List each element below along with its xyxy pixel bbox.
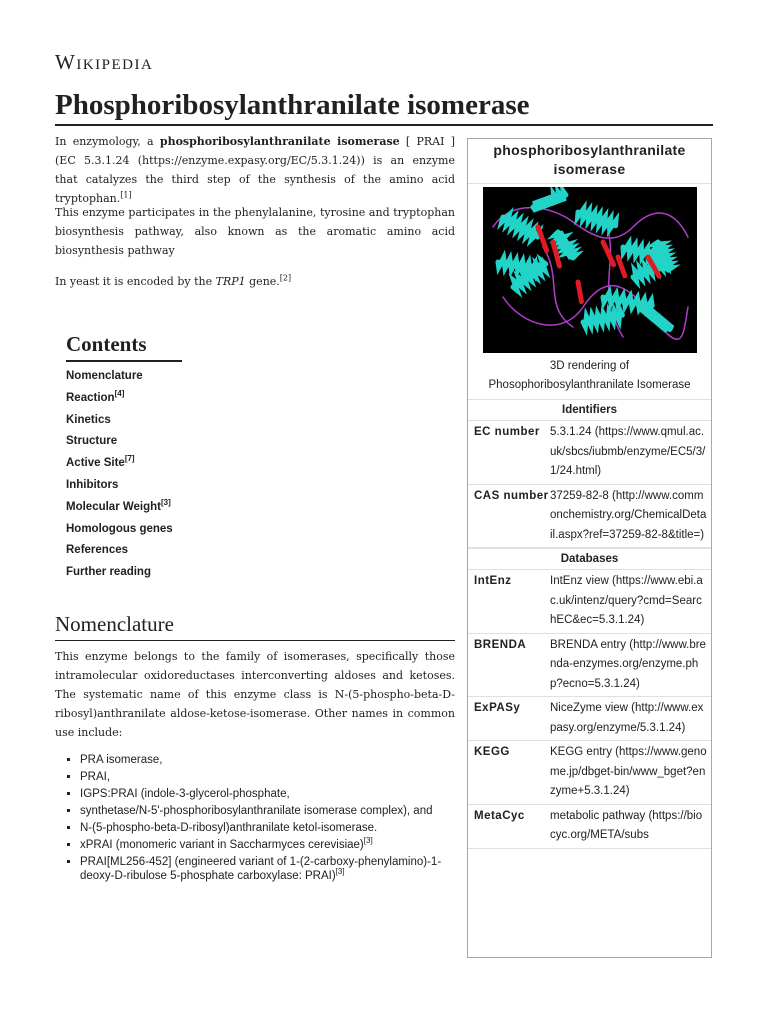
toc-item[interactable]	[66, 519, 182, 541]
toc-item[interactable]	[66, 497, 182, 519]
section-heading-nomenclature: Nomenclature	[55, 610, 455, 641]
protein-structure-image[interactable]	[483, 187, 697, 353]
wikipedia-wordmark[interactable]: Wikipedia	[55, 50, 154, 74]
intro-paragraph-1	[55, 132, 455, 208]
list-item	[80, 836, 470, 853]
reference-link[interactable]: [2]	[279, 273, 292, 283]
reference-link[interactable]: [3]	[161, 497, 171, 507]
infobox-row-value[interactable]: 5.3.1.24 (https://www.qmul.ac.uk/sbcs/iubmb/enzyme/EC5/3/1/24.html)	[550, 426, 706, 477]
infobox-title: phosphoribosylanthranilate isomerase	[468, 139, 711, 184]
infobox-row-value[interactable]: NiceZyme view (http://www.expasy.org/enzyme/5.3.1.24)	[550, 702, 704, 734]
infobox-row	[468, 485, 711, 549]
toc-item[interactable]	[66, 388, 182, 410]
list-item	[80, 856, 470, 883]
list-item-text: IGPS:PRAI (indole-3-glycerol-phosphate,	[80, 788, 290, 800]
toc-item-label[interactable]: Homologous genes	[66, 522, 173, 535]
nomenclature-text: This enzyme belongs to the family of isomerases, specifically those intramolecular oxidoreductases interconverting aldoses and ketoses. The systematic name of this enzyme class is N-(5-phospho-beta-D-ribosyl)anthranilate aldose-ketose-isomerase. Other names in common use include:	[55, 650, 455, 739]
toc-item-label[interactable]: Kinetics	[66, 413, 111, 426]
infobox-row	[468, 805, 711, 849]
list-item	[80, 822, 470, 836]
list-item	[80, 771, 470, 785]
list-item	[80, 805, 470, 819]
infobox-row-value[interactable]: IntEnz view (https://www.ebi.ac.uk/intenz/query?cmd=SearchEC&ec=5.3.1.24)	[550, 575, 703, 626]
infobox-row	[468, 697, 711, 741]
infobox-row	[468, 634, 711, 698]
intro3-text-a: In yeast it is encoded by the	[55, 275, 216, 288]
infobox	[467, 138, 712, 958]
toc-item-label[interactable]: Molecular Weight	[66, 500, 161, 513]
reference-link[interactable]: [3]	[335, 866, 345, 876]
infobox-row-label[interactable]: MetaCyc	[474, 809, 525, 822]
infobox-row-label[interactable]: KEGG	[474, 746, 510, 758]
identifiers-rows	[468, 421, 711, 548]
toc-item-label[interactable]: Reaction	[66, 391, 115, 404]
toc-item-label[interactable]: Inhibitors	[66, 478, 119, 491]
toc-item[interactable]	[66, 410, 182, 432]
list-item-text: PRA isomerase,	[80, 754, 163, 766]
strand-mark	[578, 282, 582, 302]
reference-link[interactable]: [4]	[114, 388, 125, 398]
infobox-row-label[interactable]: BRENDA	[474, 638, 527, 651]
page-title: Phosphoribosylanthranilate isomerase	[55, 86, 713, 126]
reference-link[interactable]: [3]	[363, 836, 373, 846]
list-item	[80, 754, 470, 768]
protein-rendering-icon	[483, 187, 697, 353]
infobox-row-label[interactable]: IntEnz	[474, 575, 512, 587]
toc-item-label[interactable]: Further reading	[66, 566, 151, 579]
infobox-row	[468, 741, 711, 805]
infobox-caption: 3D rendering of Phosophoribosylanthranilate Isomerase	[488, 360, 691, 391]
infobox-row	[468, 570, 711, 634]
reference-link[interactable]: [1]	[120, 190, 132, 200]
list-item-text: N-(5-phospho-beta-D-ribosyl)anthranilate ketol-isomerase.	[80, 822, 378, 834]
toc-item[interactable]	[66, 475, 182, 497]
intro1-bold-term: phosphoribosylanthranilate isomerase	[159, 135, 400, 148]
intro2-text: This enzyme participates in the phenylalanine, tyrosine and tryptophan biosynthesis pathway, also known as the aromatic amino acid biosynthesis pathway	[55, 206, 455, 257]
infobox-row	[468, 421, 711, 485]
list-item-text: PRAI,	[80, 771, 111, 783]
infobox-row-label[interactable]: ExPASy	[474, 702, 521, 714]
infobox-row-value[interactable]: KEGG entry (https://www.genome.jp/dbget-bin/www_bget?enzyme+5.3.1.24)	[550, 746, 707, 797]
list-item-text: PRAI[ML256-452] (engineered variant of 1-(2-carboxy-phenylamino)-1-deoxy-D-ribulose 5-phosphate carboxylase: PRAI)	[80, 856, 442, 882]
intro1-text-b: [ PRAI ] (EC 5.3.1.24 (https://enzyme.expasy.org/EC/5.3.1.24)) is an enzyme that catalyzes the third step of the synthesis of the amino acid tryptophan.	[55, 135, 455, 205]
intro1-text-a: In enzymology, a	[55, 135, 160, 148]
toc-item[interactable]	[66, 366, 182, 388]
intro3-text-b: gene.	[245, 275, 280, 288]
intro-paragraph-3	[55, 272, 455, 291]
infobox-row-value[interactable]: metabolic pathway (https://biocyc.org/META/subs	[550, 809, 703, 841]
toc-title: Contents	[66, 330, 182, 362]
intro-paragraph-2	[55, 203, 455, 260]
databases-rows	[468, 570, 711, 849]
gene-name: TRP1	[215, 275, 246, 288]
infobox-row-value[interactable]: BRENDA entry (http://www.brenda-enzymes.org/enzyme.php?ecno=5.3.1.24)	[550, 638, 706, 690]
list-item-text: synthetase/N-5'-phosphoribosylanthranilate isomerase complex), and	[80, 805, 433, 817]
toc-item-label[interactable]: Nomenclature	[66, 370, 143, 382]
toc-list	[66, 366, 182, 584]
helix-mark	[654, 242, 671, 270]
toc-item-label[interactable]: References	[66, 544, 129, 557]
identifiers-heading: Identifiers	[468, 399, 711, 421]
reference-link[interactable]: [7]	[124, 454, 135, 464]
toc-item[interactable]	[66, 562, 182, 584]
infobox-row-label[interactable]: CAS number	[474, 489, 549, 502]
toc-item[interactable]	[66, 453, 182, 475]
list-item-text: xPRAI (monomeric variant in Saccharmyces cerevisiae)	[80, 839, 364, 851]
toc-item[interactable]	[66, 431, 182, 453]
nomenclature-paragraph	[55, 647, 455, 742]
other-names-list	[66, 754, 470, 887]
list-item	[80, 788, 470, 802]
databases-heading: Databases	[468, 548, 711, 570]
toc-item[interactable]	[66, 540, 182, 562]
table-of-contents	[66, 330, 182, 584]
toc-item-label[interactable]: Structure	[66, 435, 118, 448]
toc-item-label[interactable]: Active Site	[66, 457, 125, 470]
infobox-row-value[interactable]: 37259-82-8 (http://www.commonchemistry.org/ChemicalDetail.aspx?ref=37259-82-8&title=)	[550, 489, 707, 541]
infobox-row-label[interactable]: EC number	[474, 426, 540, 438]
